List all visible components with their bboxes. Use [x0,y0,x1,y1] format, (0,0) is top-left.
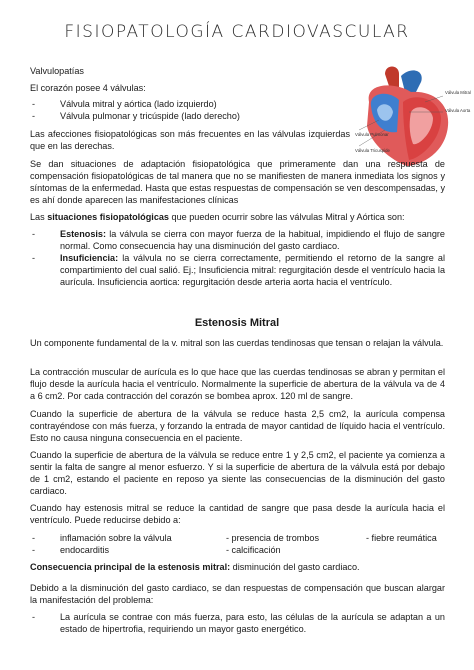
label-mitral: Válvula Mitral [445,90,471,95]
paragraph-consecuencia: Consecuencia principal de la estenosis mitral: disminución del gasto cardiaco. [30,562,360,572]
list-item: - inflamación sobre la válvula - presencia de trombos - fiebre reumática [32,533,437,543]
paragraph-superficie-25: Cuando la superficie de abertura de la válvula se reduce hasta 2,5 cm2, la aurícula compensa contrayéndose con más fuerza, y forzando la entrada de mayor cantidad de líquido hacia el ventrículo. Esto no causa ninguna consecuencia en el paciente. [30,409,445,443]
paragraph-adaptacion: Se dan situaciones de adaptación fisiopatológica que primeramente dan una respuesta de compensación fisiopatológicas de tal manera que no se manifiesten de manera inmediata los signos y síntomas de la enfermedad. Hasta que estas respuestas de compensación se ven descompensadas, y es ahí donde aparecen las manifestaciones clínicas [30,159,445,205]
causes-list [30,532,445,556]
list-item-insuficiencia: - Insuficiencia: la válvula no se cierra correctamente, permitiendo el retorno de la sangre al compartimiento del cual salió. Ej.; Insuficiencia mitral: regurgitación desde el ventrículo hacia la aurícula. Insuficiencia aortica: regurgitación desde arteria aorta hacia el ventrículo. [32,253,445,287]
paragraph-contraccion: La contracción muscular de aurícula es lo que hace que las cuerdas tendinosas se abran y permitan el flujo desde la aurícula hacia el ventrículo. Normalmente la superficie de abertura de la válvula va de 4 a 6 cm2. Por cada contracción del corazón se bombea aprox. 120 ml de sangre. [30,367,445,401]
label-tricuspid: Válvula Tricuspide [355,148,390,153]
valves-lead: El corazón posee 4 válvulas: [30,83,146,93]
paragraph-compensacion: Debido a la disminución del gasto cardiaco, se dan respuestas de compensación que buscan alargar la manifestación del problema: [30,583,445,605]
section-heading: Estenosis Mitral [194,317,280,329]
paragraph-causas: Cuando hay estenosis mitral se reduce la cantidad de sangre que pasa desde la aurícula hacia el ventrículo. Puede reducirse debido a: [30,503,445,525]
label-pulmonary: Válvula Pulmonar [355,132,389,137]
list-item-estenosis: - Estenosis: la válvula se cierra con mayor fuerza de la habitual, impidiendo el flujo de sangre normal. Como consecuencia hay una disminución del gasto cardiaco. [32,229,445,251]
valves-list [30,98,350,122]
list-item: - endocarditis - calcificación [32,545,281,555]
situations-list [30,228,445,288]
heart-diagram-illustration [355,62,471,172]
paragraph-afecciones: Las afecciones fisiopatológicas son más frecuentes en las válvulas izquierdas que en las derechas. [30,129,350,151]
list-item: - La aurícula se contrae con más fuerza, para esto, las células de la aurícula se adaptan a un estado de hipertrofia, requiriendo un mayor gasto energético. [32,612,445,634]
paragraph-componente: Un componente fundamental de la v. mitral son las cuerdas tendinosas que tensan o relajan la válvula. [30,338,444,348]
label-aortic: Válvula Aorta [445,108,471,113]
compensation-list [30,611,445,635]
paragraph-situaciones: Las situaciones fisiopatológicas que pueden ocurrir sobre las válvulas Mitral y Aórtica son: [30,212,405,222]
page-title: FISIOPATOLOGÍA CARDIOVASCULAR [64,22,410,42]
list-item: - Válvula pulmonar y tricúspide (lado derecho) [32,111,240,121]
list-item: - Válvula mitral y aórtica (lado izquierdo) [32,99,217,109]
paragraph-superficie-1: Cuando la superficie de abertura de la válvula se reduce entre 1 y 2,5 cm2, el paciente ya comienza a sentir la falta de sangre al menor esfuerzo. Y si la superficie de abertura de la válvula está por debajo de 1 cm2, estando el paciente en reposo ya siente las consecuencias de la disminución del gasto cardiaco. [30,450,445,496]
subtitle-valvulopatias: Valvulopatías [30,66,84,76]
